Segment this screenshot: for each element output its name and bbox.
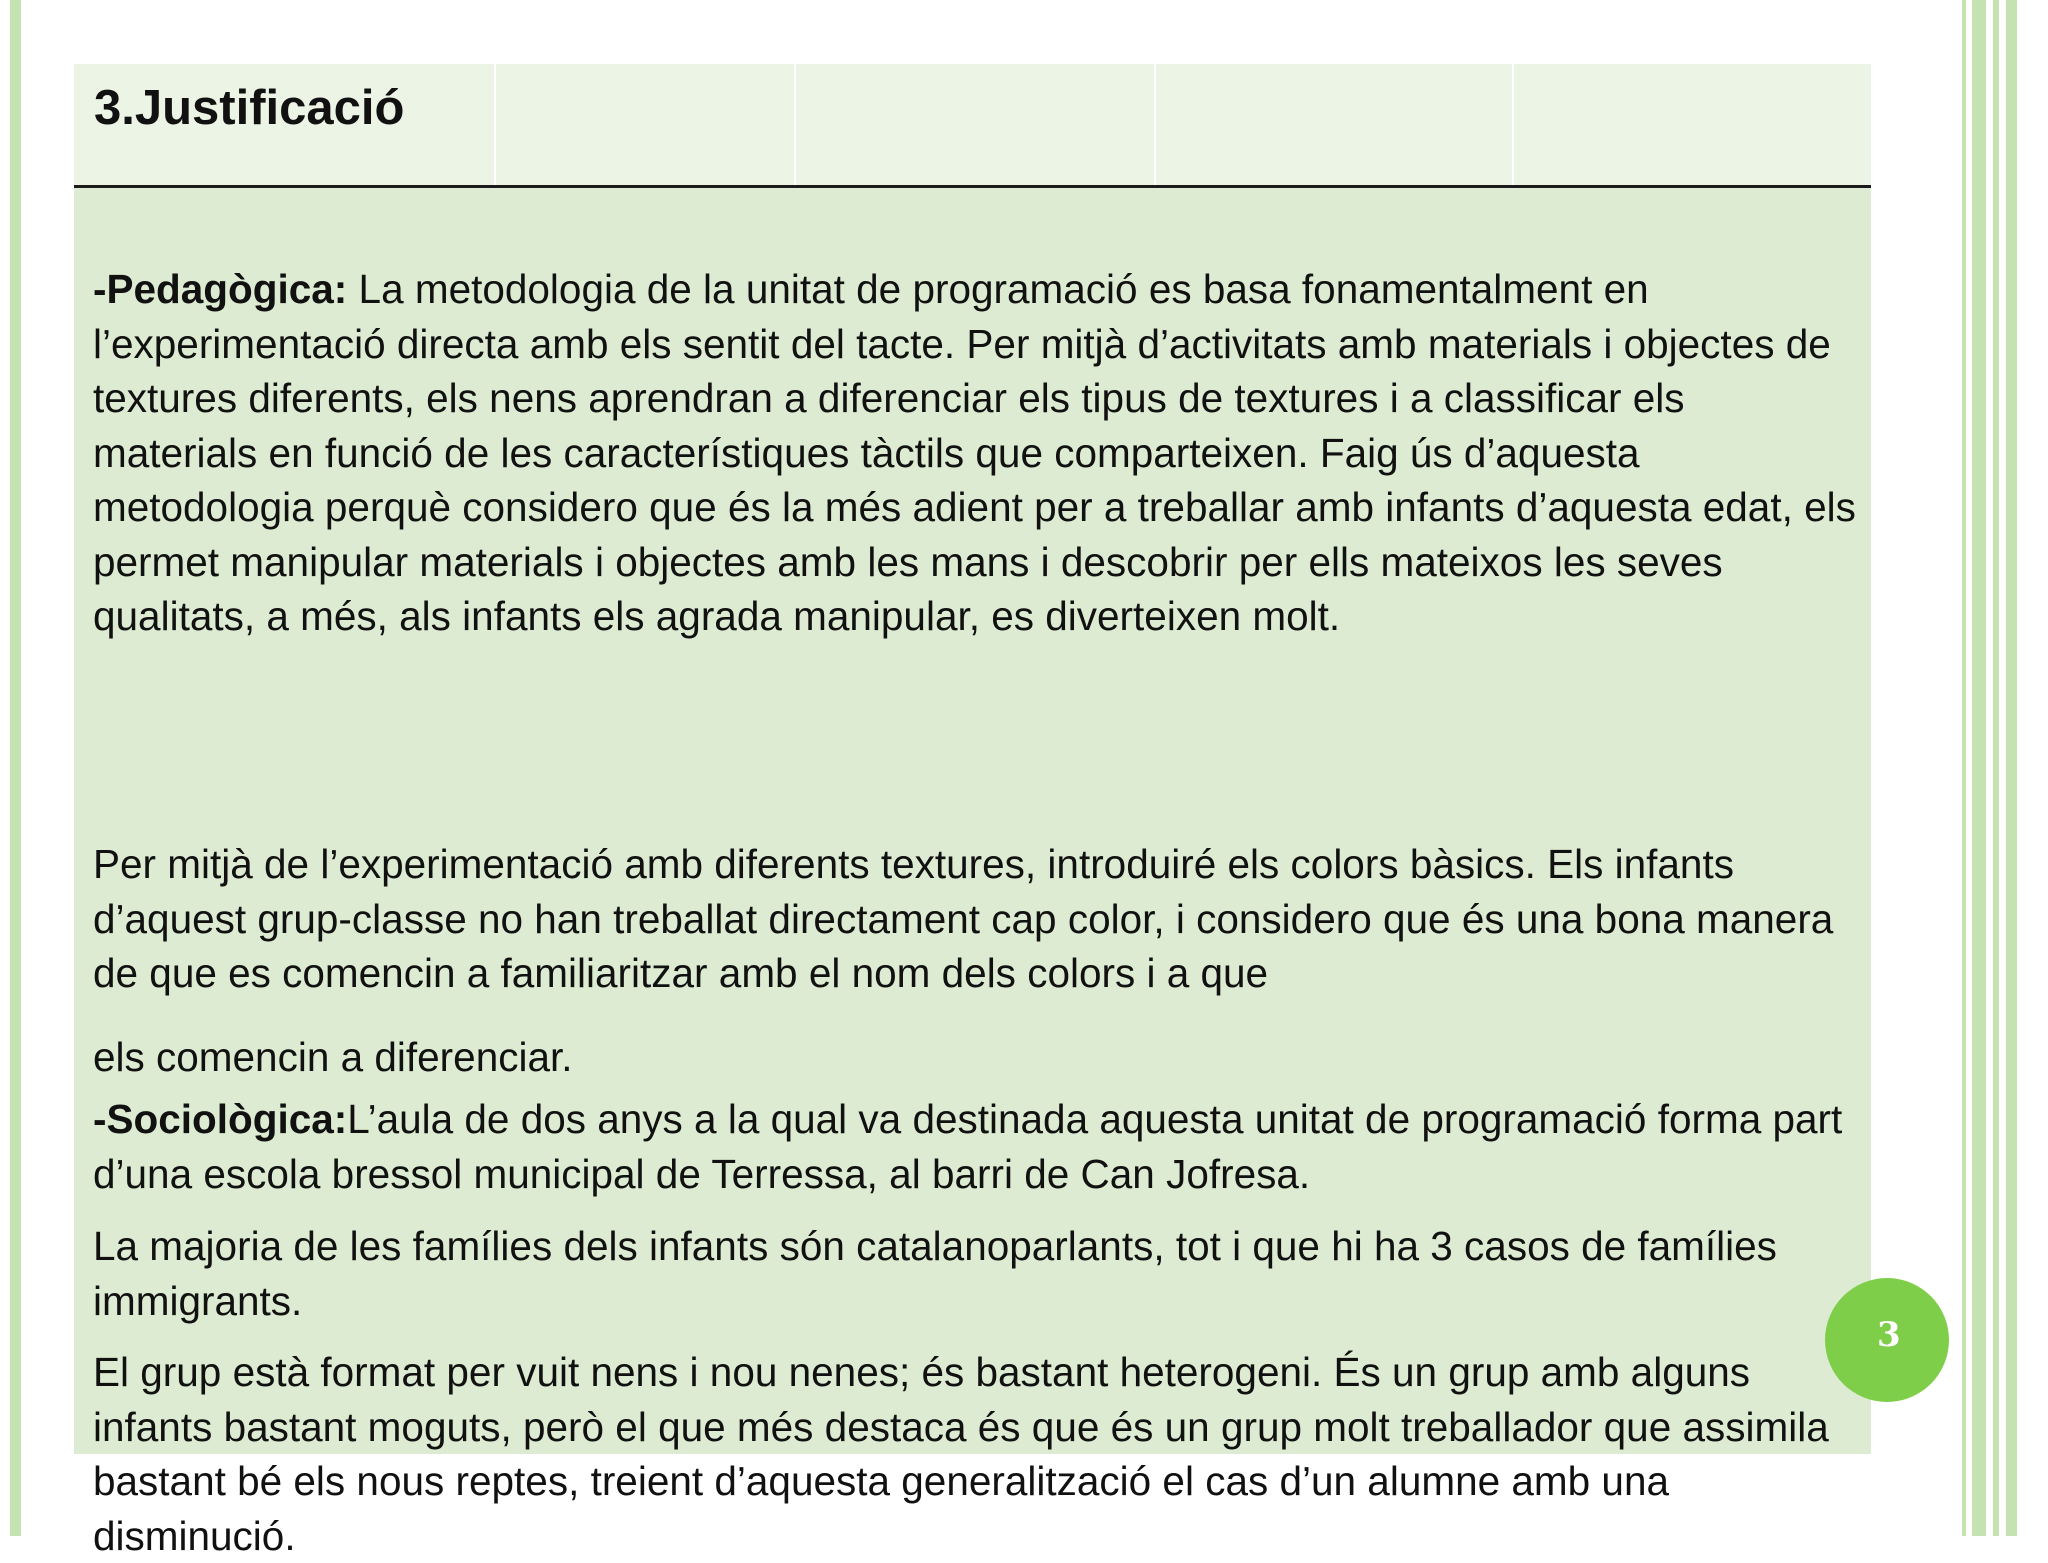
- pedagogica-text: La metodologia de la unitat de programació es basa fonamentalment en l’experimentació directa amb els sentit del tacte. Per mitjà d’activitats amb materials i objectes de textures diferents, els nens aprendran a diferenciar els tipus de textures i a classificar els materials en funció de les característiques tàctils que comparteixen. Faig ús d’aquesta metodologia perquè considero que és la més adient per a treballar amb infants d’aquesta edat, els permet manipular materials i objectes amb les mans i descobrir per ells mateixos les seves qualitats, a més, als infants els agrada manipular, es diverteixen molt.: [93, 266, 1856, 639]
- paragraph-colors: Per mitjà de l’experimentació amb diferents textures, introduiré els colors bàsics. Els infants d’aquest grup-classe no han treballat directament cap color, i considero que és una bona manera de que es comencin a familiaritzar amb el nom dels colors i a que: [93, 841, 1834, 996]
- sociologica-text: L’aula de dos anys a la qual va destinada aquesta unitat de programació forma part d’una escola bressol municipal de Terressa, al barri de Can Jofresa.: [93, 1096, 1843, 1197]
- paragraph-group: El grup està format per vuit nens i nou nenes; és bastant heterogeni. És un grup amb alguns infants bastant moguts, però el que més destaca és que és un grup molt treballador que assimila bastant bé els nous reptes, treient d’aquesta generalització el cas d’un alumne amb una disminució.: [93, 1349, 1829, 1559]
- right-decorative-stripe: [1972, 0, 1986, 1536]
- header-cell: [796, 64, 1156, 185]
- header-cell: [1156, 64, 1514, 185]
- right-decorative-stripe: [1962, 0, 1966, 1536]
- paragraph-pedagogica: [93, 262, 1858, 644]
- page-number: 3: [1877, 1315, 1901, 1355]
- header-cell: [496, 64, 796, 185]
- table-header-row: [74, 64, 1871, 188]
- paragraph-families: La majoria de les famílies dels infants són catalanoparlants, tot i que hi ha 3 casos de famílies immigrants.: [93, 1223, 1777, 1324]
- content-table: [74, 64, 1871, 1559]
- header-cell: [74, 64, 496, 185]
- section-title: 3.Justificació: [94, 81, 405, 135]
- paragraph-colors-last-line: els comencin a diferenciar.: [93, 1034, 573, 1080]
- paragraph-sociologica: [93, 1092, 1858, 1201]
- sociologica-label: -Sociològica:: [93, 1096, 348, 1142]
- right-decorative-stripe: [1993, 0, 1999, 1536]
- left-decorative-stripe: [10, 0, 21, 1536]
- right-decorative-stripe: [2006, 0, 2017, 1536]
- pedagogica-label: -Pedagògica:: [93, 266, 348, 312]
- header-cell: [1514, 64, 1871, 185]
